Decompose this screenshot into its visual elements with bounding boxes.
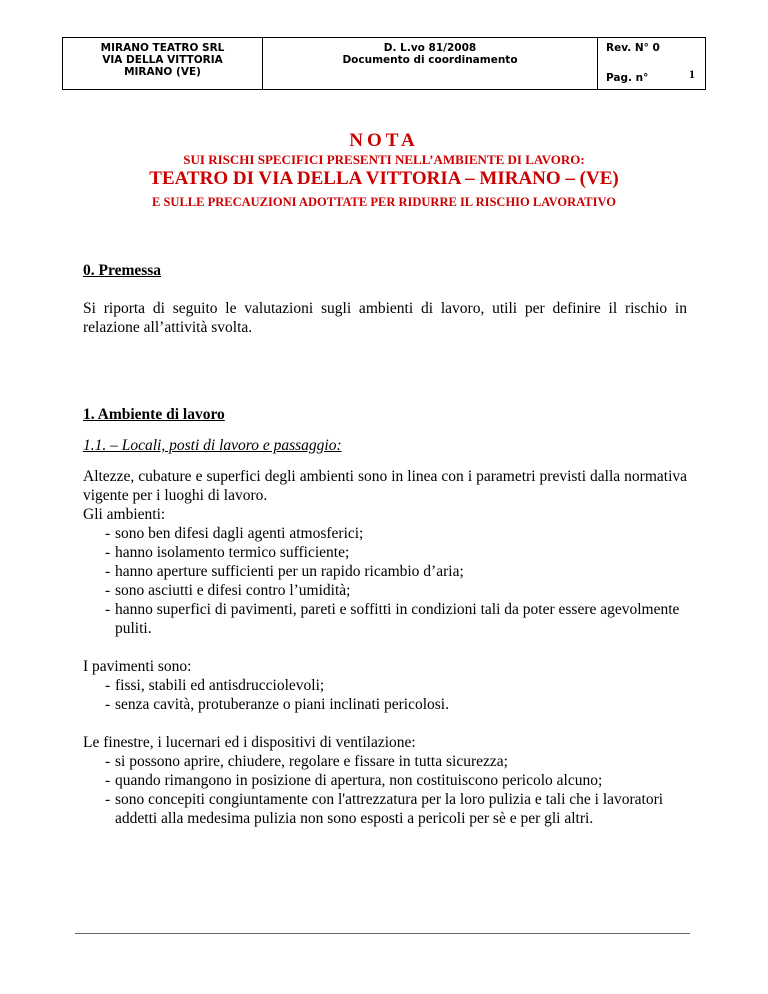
footer-divider (75, 933, 690, 934)
list-item: - quando rimangono in posizione di apertura, non costituiscono pericolo alcuno; (105, 771, 687, 790)
page-label: Pag. n° (606, 72, 649, 84)
document-header-table (62, 37, 706, 90)
pavimenti-label: I pavimenti sono: (83, 658, 192, 675)
page-number: 1 (689, 67, 695, 81)
section-1 (83, 405, 687, 828)
section-1-heading: 1. Ambiente di lavoro (83, 406, 225, 423)
law-reference: D. L.vo 81/2008 (383, 42, 477, 54)
list-item: - si possono aprire, chiudere, regolare e fissare in tutta sicurezza; (105, 752, 687, 771)
list-item: - fissi, stabili ed antisdrucciolevoli; (105, 676, 687, 695)
ambienti-label: Gli ambienti: (83, 506, 166, 523)
company-name: MIRANO TEATRO SRL (100, 42, 225, 54)
document-type: Documento di coordinamento (342, 54, 518, 66)
list-item: - sono asciutti e difesi contro l’umidità; (105, 581, 687, 600)
list-item: - hanno isolamento termico sufficiente; (105, 543, 687, 562)
list-item: - sono concepiti congiuntamente con l'attrezzatura per la loro pulizia e tali che i lavoratori addetti alla medesima pulizia non sono esposti a pericoli per sè e per gli altri. (105, 790, 687, 828)
company-street: VIA DELLA VITTORIA (102, 54, 223, 66)
company-city: MIRANO (VE) (124, 66, 201, 78)
section-0-heading: 0. Premessa (83, 262, 162, 279)
list-item: - hanno superfici di pavimenti, pareti e soffitti in condizioni tali da poter essere agevolmente puliti. (105, 600, 687, 638)
section-0 (83, 261, 687, 337)
list-item: - senza cavità, protuberanze o piani inclinati pericolosi. (105, 695, 687, 714)
title-nota: NOTA (349, 130, 419, 151)
finestre-label: Le finestre, i lucernari ed i dispositivi di ventilazione: (83, 734, 416, 751)
list-item: - sono ben difesi dagli agenti atmosferici; (105, 524, 687, 543)
revision-number: Rev. N° 0 (606, 42, 660, 54)
pavimenti-list (83, 676, 687, 714)
title-subtitle-1: SUI RISCHI SPECIFICI PRESENTI NELL’AMBIENTE DI LAVORO: (183, 152, 585, 167)
document-ref-cell (263, 38, 598, 89)
section-0-text: Si riporta di seguito le valutazioni sugli ambienti di lavoro, utili per definire il rischio in relazione all’attività svolta. (83, 300, 687, 336)
company-cell (63, 38, 263, 89)
title-main: TEATRO DI VIA DELLA VITTORIA – MIRANO – (VE) (149, 168, 619, 189)
ambienti-list (83, 524, 687, 638)
section-1-subheading: 1.1. – Locali, posti di lavoro e passaggio: (83, 437, 342, 454)
finestre-list (83, 752, 687, 828)
revision-cell (598, 38, 705, 89)
list-item: - hanno aperture sufficienti per un rapido ricambio d’aria; (105, 562, 687, 581)
title-subtitle-2: E SULLE PRECAUZIONI ADOTTATE PER RIDURRE IL RISCHIO LAVORATIVO (152, 195, 616, 209)
section-1-intro: Altezze, cubature e superfici degli ambienti sono in linea con i parametri previsti dalla normativa vigente per i luoghi di lavoro. (83, 468, 687, 504)
